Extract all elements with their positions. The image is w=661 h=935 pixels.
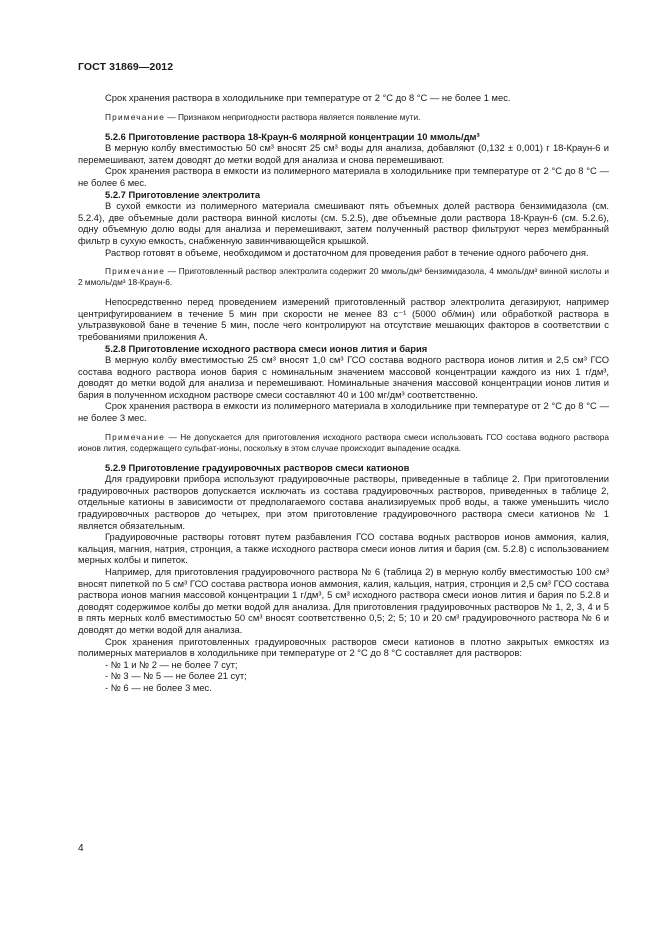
page-number: 4 <box>78 843 84 854</box>
section-heading-5-2-9: 5.2.9 Приготовление градуировочных растворов смеси катионов <box>105 461 410 473</box>
document-header: ГОСТ 31869—2012 <box>78 61 174 73</box>
paragraph: В сухой емкости из полимерного материала смешивают пять объемных долей раствора бензимидазола (см. 5.2.4), две объемные доли раствора винной кислоты (см. 5.2.5), две объемные доли раствора 18-Краун-6 (см. 5.2.6), одну объемную долю воды для анализа и перемешивают, затем полученный раствор фильтруют через мембранный фильтр в сухую емкость, снабженную завинчивающейся крышкой. <box>78 200 609 246</box>
list-item: - № 3 — № 5 — не более 21 сут; <box>105 670 247 682</box>
page-content <box>78 92 609 694</box>
paragraph: Срок хранения раствора в емкости из полимерного материала в холодильнике при температуре от 2 °С до 8 °С — не более 6 мес. <box>78 165 609 188</box>
paragraph: Срок хранения раствора в емкости из полимерного материала в холодильнике при температуре от 2 °С до 8 °С — не более 3 мес. <box>78 400 609 424</box>
list-item: - № 1 и № 2 — не более 7 сут; <box>105 658 238 670</box>
paragraph: Непосредственно перед проведением измерений приготовленный раствор электролита дегазируют, например центрифугированием в течение 5 мин при скорости не менее 83 с⁻¹ (5000 об/мин) или обработкой раствора в ультразвуковой бане в течение 5 мин, после чего контролируют на отсутствие мешающих факторов в соответствии с требованиями приложения А. <box>78 296 609 342</box>
note <box>78 112 609 123</box>
paragraph: Срок хранения раствора в холодильнике при температуре от 2 °С до 8 °С — не более 1 мес. <box>105 92 511 103</box>
paragraph: Срок хранения приготовленных градуировочных растворов смеси катионов в плотно закрытых емкостях из полимерных материалов в холодильнике при температуре от 2 °С до 8 °С составляет для растворов: <box>78 635 609 659</box>
section-heading-5-2-6: 5.2.6 Приготовление раствора 18-Краун-6 молярной концентрации 10 ммоль/дм³ <box>105 130 480 142</box>
note-label: Примечание <box>105 266 166 277</box>
section-heading-5-2-8: 5.2.8 Приготовление исходного раствора смеси ионов лития и бария <box>105 342 428 354</box>
note-text: — Не допускается для приготовления исходного раствора смеси использовать ГСО состава водного раствора ионов лития, содержащего сульфат-ионы, поскольку в этом случае происходит выпадение осадка. <box>78 431 609 453</box>
paragraph: В мерную колбу вместимостью 25 см³ вносят 1,0 см³ ГСО состава водного раствора ионов лития и 2,5 см³ ГСО состава водного раствора ионов бария с номинальным значением массовой концентрации каждого из них 1 г/дм³, доводят до метки водой для анализа и перемешивают. Номинальные значения массовой концентрации ионов лития и бария в полученном исходном растворе смеси составляют 40 и 100 мг/дм³ соответственно. <box>78 354 609 400</box>
paragraph: Для градуировки прибора используют градуировочные растворы, приведенные в таблице 2. При приготовлении градуировочных растворов допускается исключать из состава градуировочных растворов, приведенных в таблице 2, отдельные катионы в зависимости от предполагаемого состава анализируемых проб воды, а также уменьшить число градуировочных растворов до четырех, при этом приготовление градуировочного раствора смеси катионов № 1 является обязательным. <box>78 473 609 531</box>
note-text: — Признаком непригодности раствора является появление мути. <box>165 111 421 122</box>
paragraph: Градуировочные растворы готовят путем разбавления ГСО состава водных растворов ионов аммония, калия, кальция, магния, натрия, стронция, а также исходного раствора смеси ионов лития и бария (см. 5.2.8) с использованием мерных колбы и пипеток. <box>78 531 609 566</box>
list-item: - № 6 — не более 3 мес. <box>105 681 212 693</box>
note-label: Примечание <box>105 431 166 442</box>
paragraph: В мерную колбу вместимостью 50 см³ вносят 25 см³ воды для анализа, добавляют (0,132 ± 0,001) г 18-Краун-6 и перемешивают, затем доводят до метки водой для анализа и снова перемешивают. <box>78 142 609 165</box>
paragraph: Например, для приготовления градуировочного раствора № 6 (таблица 2) в мерную колбу вместимостью 100 см³ вносят пипеткой по 5 см³ ГСО состава раствора ионов аммония, калия, кальция, натрия, стронция и 2,5 см³ ГСО состава раствора ионов магния массовой концентрации 1 г/дм³, 5 см³ исходного раствора смеси ионов лития и бария по 5.2.8 и доводят содержимое колбы до метки водой для анализа. Для приготовления градуировочных растворов № 1, 2, 3, 4 и 5 в пять мерных колб вместимостью 50 см³ вносят соответственно 0,5; 2; 5; 10 и 20 см³ градуировочного раствора № 6 и доводят до метки водой для анализа. <box>78 566 609 635</box>
note-label: Примечание <box>105 111 166 122</box>
section-heading-5-2-7: 5.2.7 Приготовление электролита <box>105 188 261 200</box>
paragraph: Раствор готовят в объеме, необходимом и достаточном для проведения работ в течение одного рабочего дня. <box>105 246 589 258</box>
note <box>78 266 609 288</box>
note <box>78 432 609 454</box>
note-text: — Приготовленный раствор электролита содержит 20 ммоль/дм³ бензимидазола, 4 ммоль/дм³ винной кислоты и 2 ммоль/дм³ 18-Краун-6. <box>78 266 609 288</box>
